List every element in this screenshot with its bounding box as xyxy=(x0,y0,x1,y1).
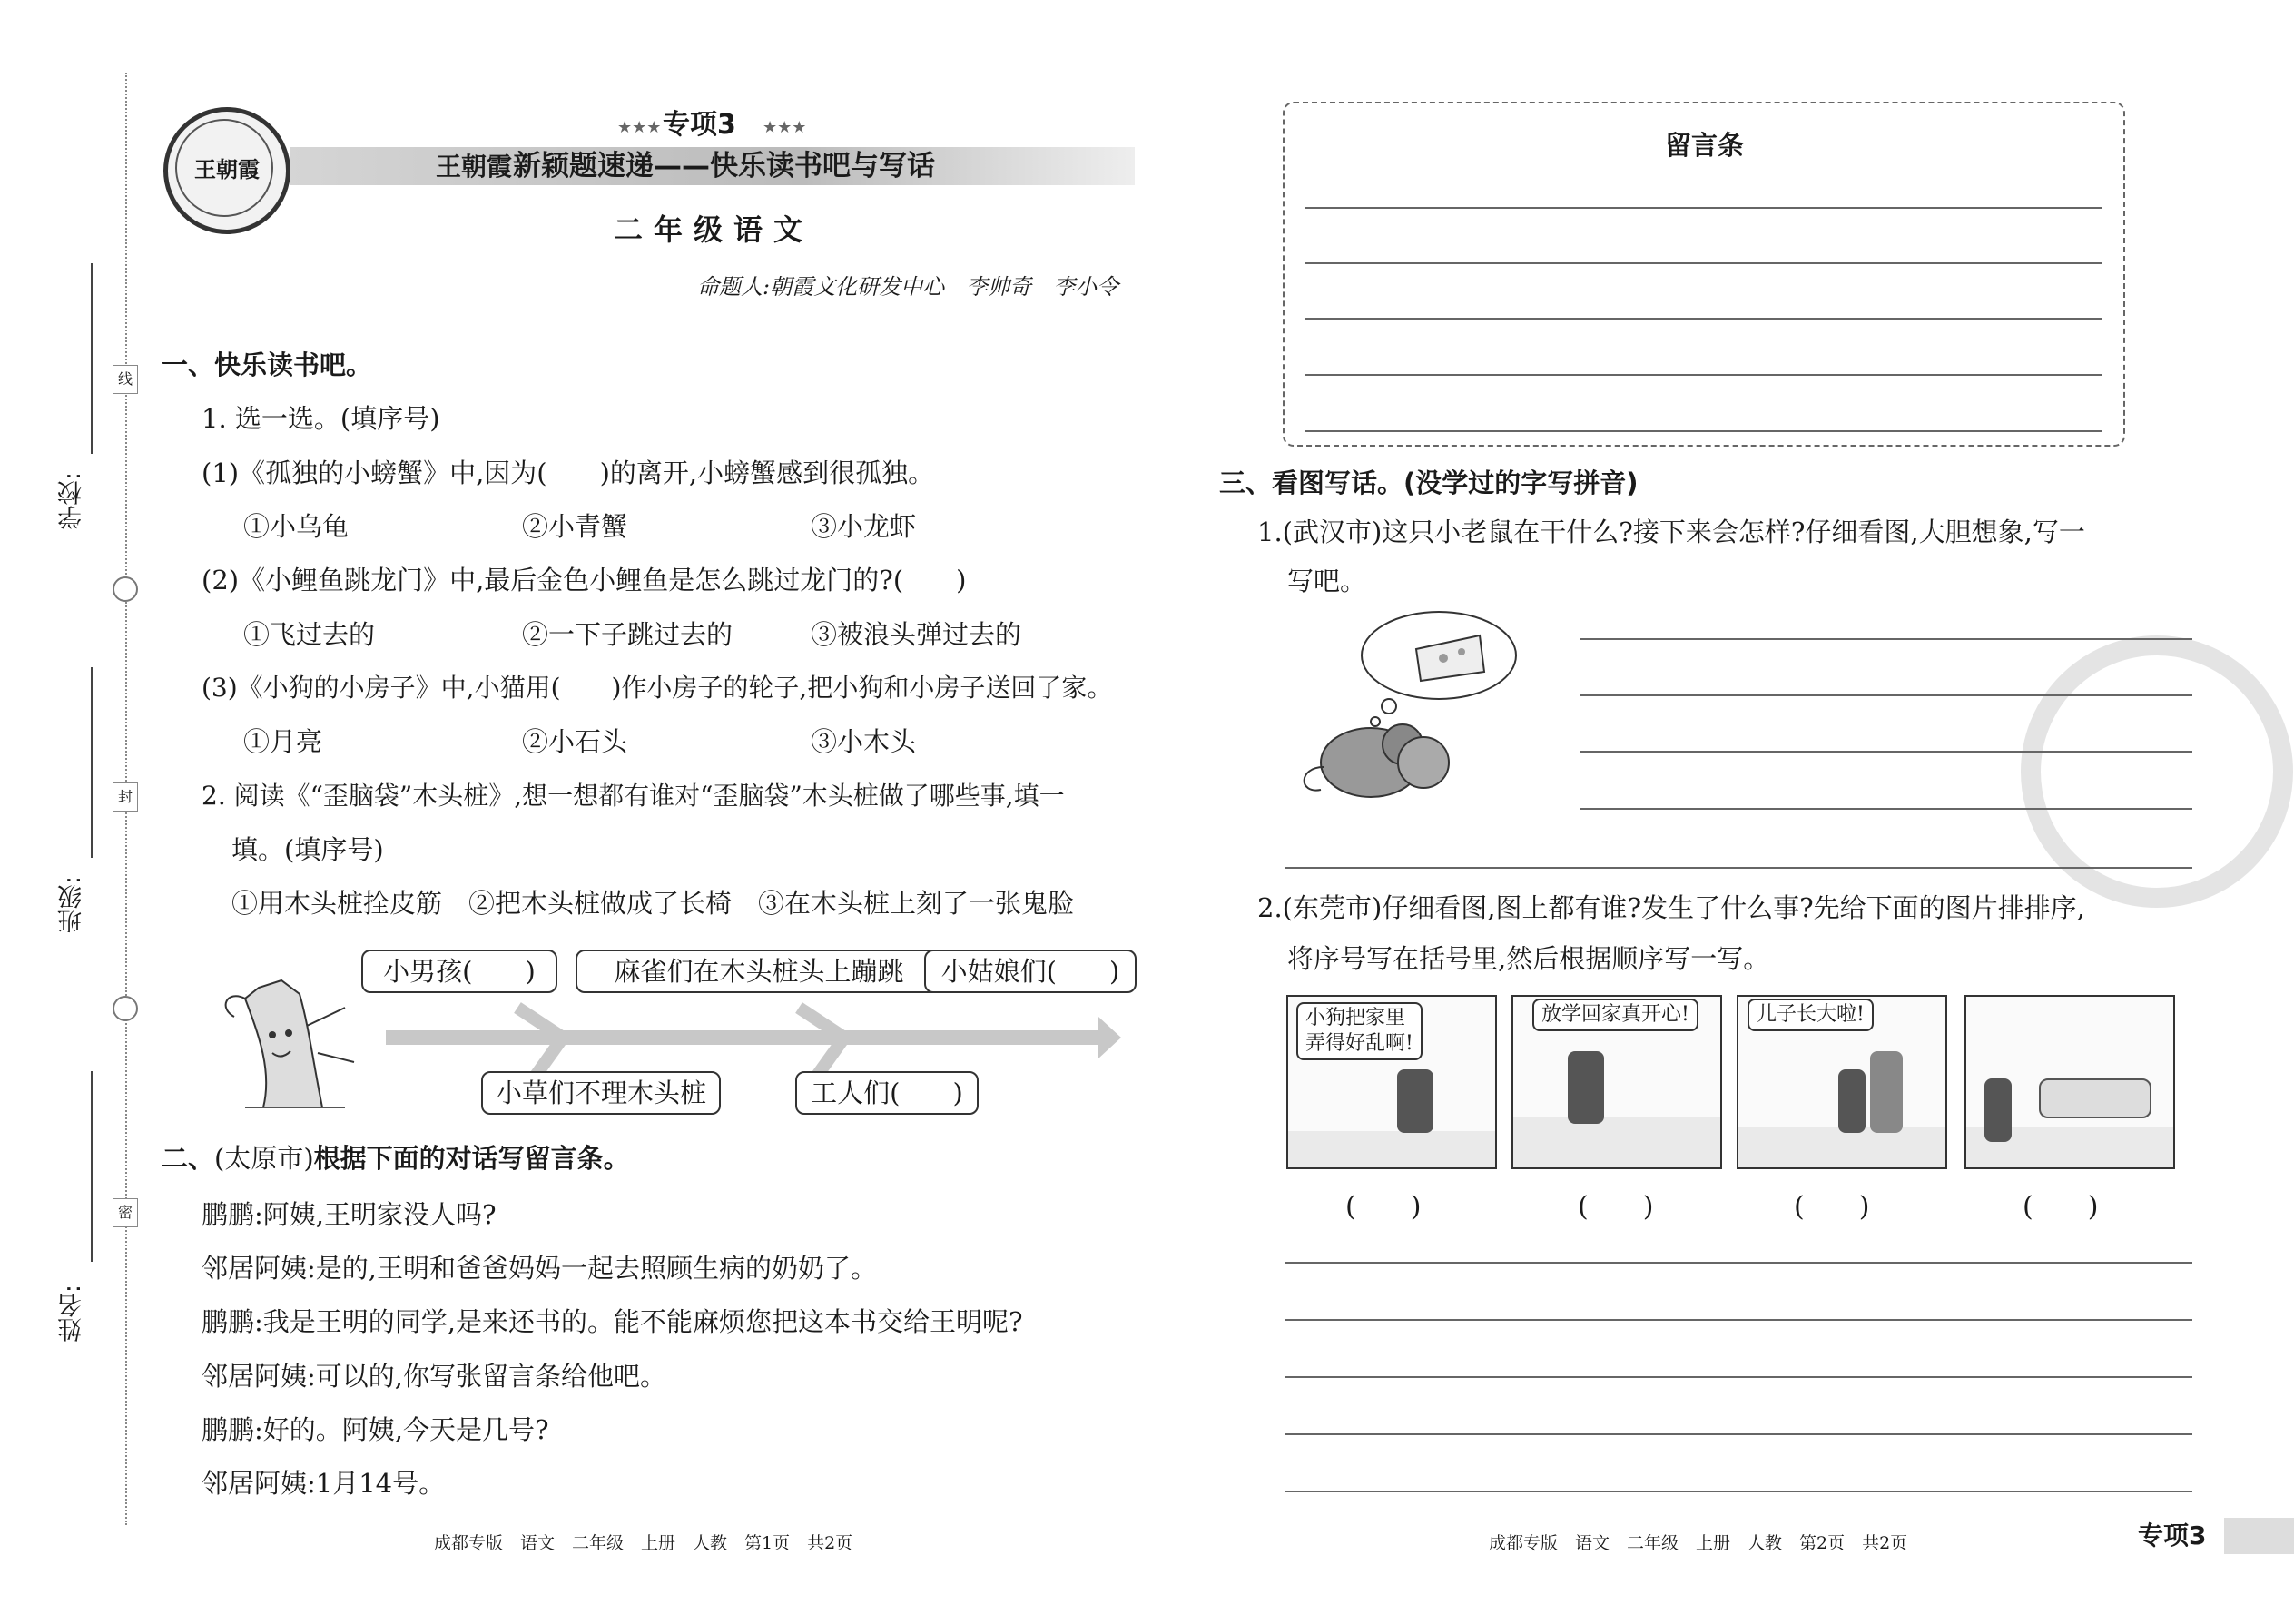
note-writing-line[interactable] xyxy=(1305,207,2102,209)
q2-prompt-line2: 填。(填序号) xyxy=(231,834,384,865)
binding-mark-secret: 密 xyxy=(113,1198,138,1227)
q1-1-stem: (1)《孤独的小螃蟹》中,因为( )的离开,小螃蟹感到很孤独。 xyxy=(202,458,935,488)
dialogue-line: 鹏鹏:我是王明的同学,是来还书的。能不能麻烦您把这本书交给王明呢? xyxy=(202,1306,1023,1337)
dialogue-line: 鹏鹏:好的。阿姨,今天是几号? xyxy=(202,1414,549,1445)
q2-writing-line[interactable] xyxy=(1285,1262,2192,1264)
brand-logo xyxy=(163,107,290,234)
dialogue-line: 邻居阿姨:是的,王明和爸爸妈妈一起去照顾生病的奶奶了。 xyxy=(202,1253,877,1284)
section2-city: (太原市) xyxy=(214,1143,314,1174)
q1-2-stem: (2)《小鲤鱼跳龙门》中,最后金色小鲤鱼是怎么跳过龙门的?( ) xyxy=(202,565,967,595)
q1-1-option: ①小乌龟 xyxy=(243,511,350,542)
note-writing-line[interactable] xyxy=(1305,374,2102,376)
order-paren[interactable]: ( ) xyxy=(1345,1191,1422,1223)
footer-tag: 专项3 xyxy=(2138,1521,2207,1550)
scissors-icon xyxy=(113,996,138,1021)
brand-logo-text: 王朝霞 xyxy=(194,157,260,182)
binding-mark-seal: 封 xyxy=(113,782,138,812)
q1-2-option: ③被浪头弹过去的 xyxy=(811,619,1022,650)
q1-3-stem: (3)《小狗的小房子》中,小猫用( )作小房子的轮子,把小狗和小房子送回了家。 xyxy=(202,673,1113,703)
q1-1-option: ③小龙虾 xyxy=(811,511,917,542)
q1-writing-line[interactable] xyxy=(1580,638,2192,640)
section1-heading: 一、快乐读书吧。 xyxy=(162,349,373,380)
section3-q2-line2: 将序号写在括号里,然后根据顺序写一写。 xyxy=(1287,943,1770,974)
footer-tag-bar xyxy=(2224,1518,2294,1554)
section2-rest: 根据下面的对话写留言条。 xyxy=(313,1143,630,1174)
order-paren[interactable]: ( ) xyxy=(1794,1191,1870,1223)
page-title: 新颖题速递——快乐读书吧与写话 xyxy=(513,150,935,182)
section3-heading: 三、看图写话。(没学过的字写拼音) xyxy=(1219,468,1639,498)
name-label: 姓名: xyxy=(58,1284,86,1343)
note-writing-line[interactable] xyxy=(1305,318,2102,320)
class-label: 班级: xyxy=(58,876,86,934)
authors: 命题人:朝霞文化研发中心 李帅奇 李小令 xyxy=(697,274,1119,300)
order-paren[interactable]: ( ) xyxy=(2023,1191,2099,1223)
q1-prompt: 1. 选一选。(填序号) xyxy=(202,403,440,434)
section3-q2-line1: 2.(东莞市)仔细看图,图上都有谁?发生了什么事?先给下面的图片排排序, xyxy=(1257,892,2085,923)
q2-options: ①用木头桩拴皮筋 ②把木头桩做成了长椅 ③在木头桩上刻了一张鬼脸 xyxy=(231,888,1075,919)
dialogue-line: 邻居阿姨:可以的,你写张留言条给他吧。 xyxy=(202,1361,666,1392)
q2-writing-line[interactable] xyxy=(1285,1491,2192,1492)
order-paren[interactable]: ( ) xyxy=(1578,1191,1654,1223)
series-label: 专项3 xyxy=(663,109,736,141)
story-picture-4 xyxy=(1964,995,2175,1169)
dialogue-line: 鹏鹏:阿姨,王明家没人吗? xyxy=(202,1199,497,1230)
fishbone-box-sparrows: 麻雀们在木头桩头上蹦跳 xyxy=(576,950,942,993)
section3-q1-line1: 1.(武汉市)这只小老鼠在干什么?接下来会怎样?仔细看图,大胆想象,写一 xyxy=(1257,517,2085,547)
q1-writing-line[interactable] xyxy=(1580,751,2192,753)
name-blank[interactable] xyxy=(91,1071,93,1262)
speech-bubble: 小狗把家里 弄得好乱啊! xyxy=(1296,1002,1423,1060)
speech-bubble: 放学回家真开心! xyxy=(1532,999,1698,1031)
q1-1-option: ②小青蟹 xyxy=(522,511,628,542)
tree-stump-illustration xyxy=(209,971,372,1117)
q1-writing-line[interactable] xyxy=(1580,694,2192,696)
star-icon: ★★★ xyxy=(763,118,807,137)
mouse-illustration xyxy=(1289,608,1525,808)
footer-right: 成都专版 语文 二年级 上册 人教 第2页 共2页 xyxy=(1489,1533,1908,1553)
q1-writing-line[interactable] xyxy=(1580,808,2192,810)
note-writing-line[interactable] xyxy=(1305,430,2102,432)
school-label: 学校: xyxy=(58,472,86,530)
class-blank[interactable] xyxy=(91,667,93,858)
subject-title: 二年级语文 xyxy=(614,212,814,247)
q1-3-option: ③小木头 xyxy=(811,726,917,757)
note-writing-line[interactable] xyxy=(1305,262,2102,264)
q2-writing-line[interactable] xyxy=(1285,1433,2192,1435)
q1-writing-line[interactable] xyxy=(1285,867,2192,869)
note-title: 留言条 xyxy=(1665,130,1745,161)
section3-q1-line2: 写吧。 xyxy=(1287,566,1367,596)
q1-3-option: ②小石头 xyxy=(522,726,628,757)
q1-2-option: ②一下子跳过去的 xyxy=(522,619,733,650)
scissors-icon xyxy=(113,576,138,602)
binding-mark-line: 线 xyxy=(113,365,138,394)
speech-bubble: 儿子长大啦! xyxy=(1748,999,1874,1031)
q1-3-option: ①月亮 xyxy=(243,726,323,757)
dialogue-line: 邻居阿姨:1月14号。 xyxy=(202,1468,446,1499)
brand-name: 王朝霞 xyxy=(436,152,513,182)
fishbone-box-girls[interactable]: 小姑娘们( ) xyxy=(924,950,1137,993)
fishbone-box-boy[interactable]: 小男孩( ) xyxy=(361,950,557,993)
q1-2-option: ①飞过去的 xyxy=(243,619,376,650)
fishbone-box-workers[interactable]: 工人们( ) xyxy=(795,1071,979,1115)
q2-writing-line[interactable] xyxy=(1285,1376,2192,1378)
q2-writing-line[interactable] xyxy=(1285,1319,2192,1321)
footer-left: 成都专版 语文 二年级 上册 人教 第1页 共2页 xyxy=(434,1533,853,1553)
school-blank[interactable] xyxy=(91,263,93,454)
section2-prefix: 二、 xyxy=(162,1143,215,1174)
q2-prompt-line1: 2. 阅读《“歪脑袋”木头桩》,想一想都有谁对“歪脑袋”木头桩做了哪些事,填一 xyxy=(202,781,1065,811)
fishbone-box-grass: 小草们不理木头桩 xyxy=(481,1071,721,1115)
section2-heading xyxy=(162,1140,630,1176)
star-icon: ★★★ xyxy=(617,118,662,137)
